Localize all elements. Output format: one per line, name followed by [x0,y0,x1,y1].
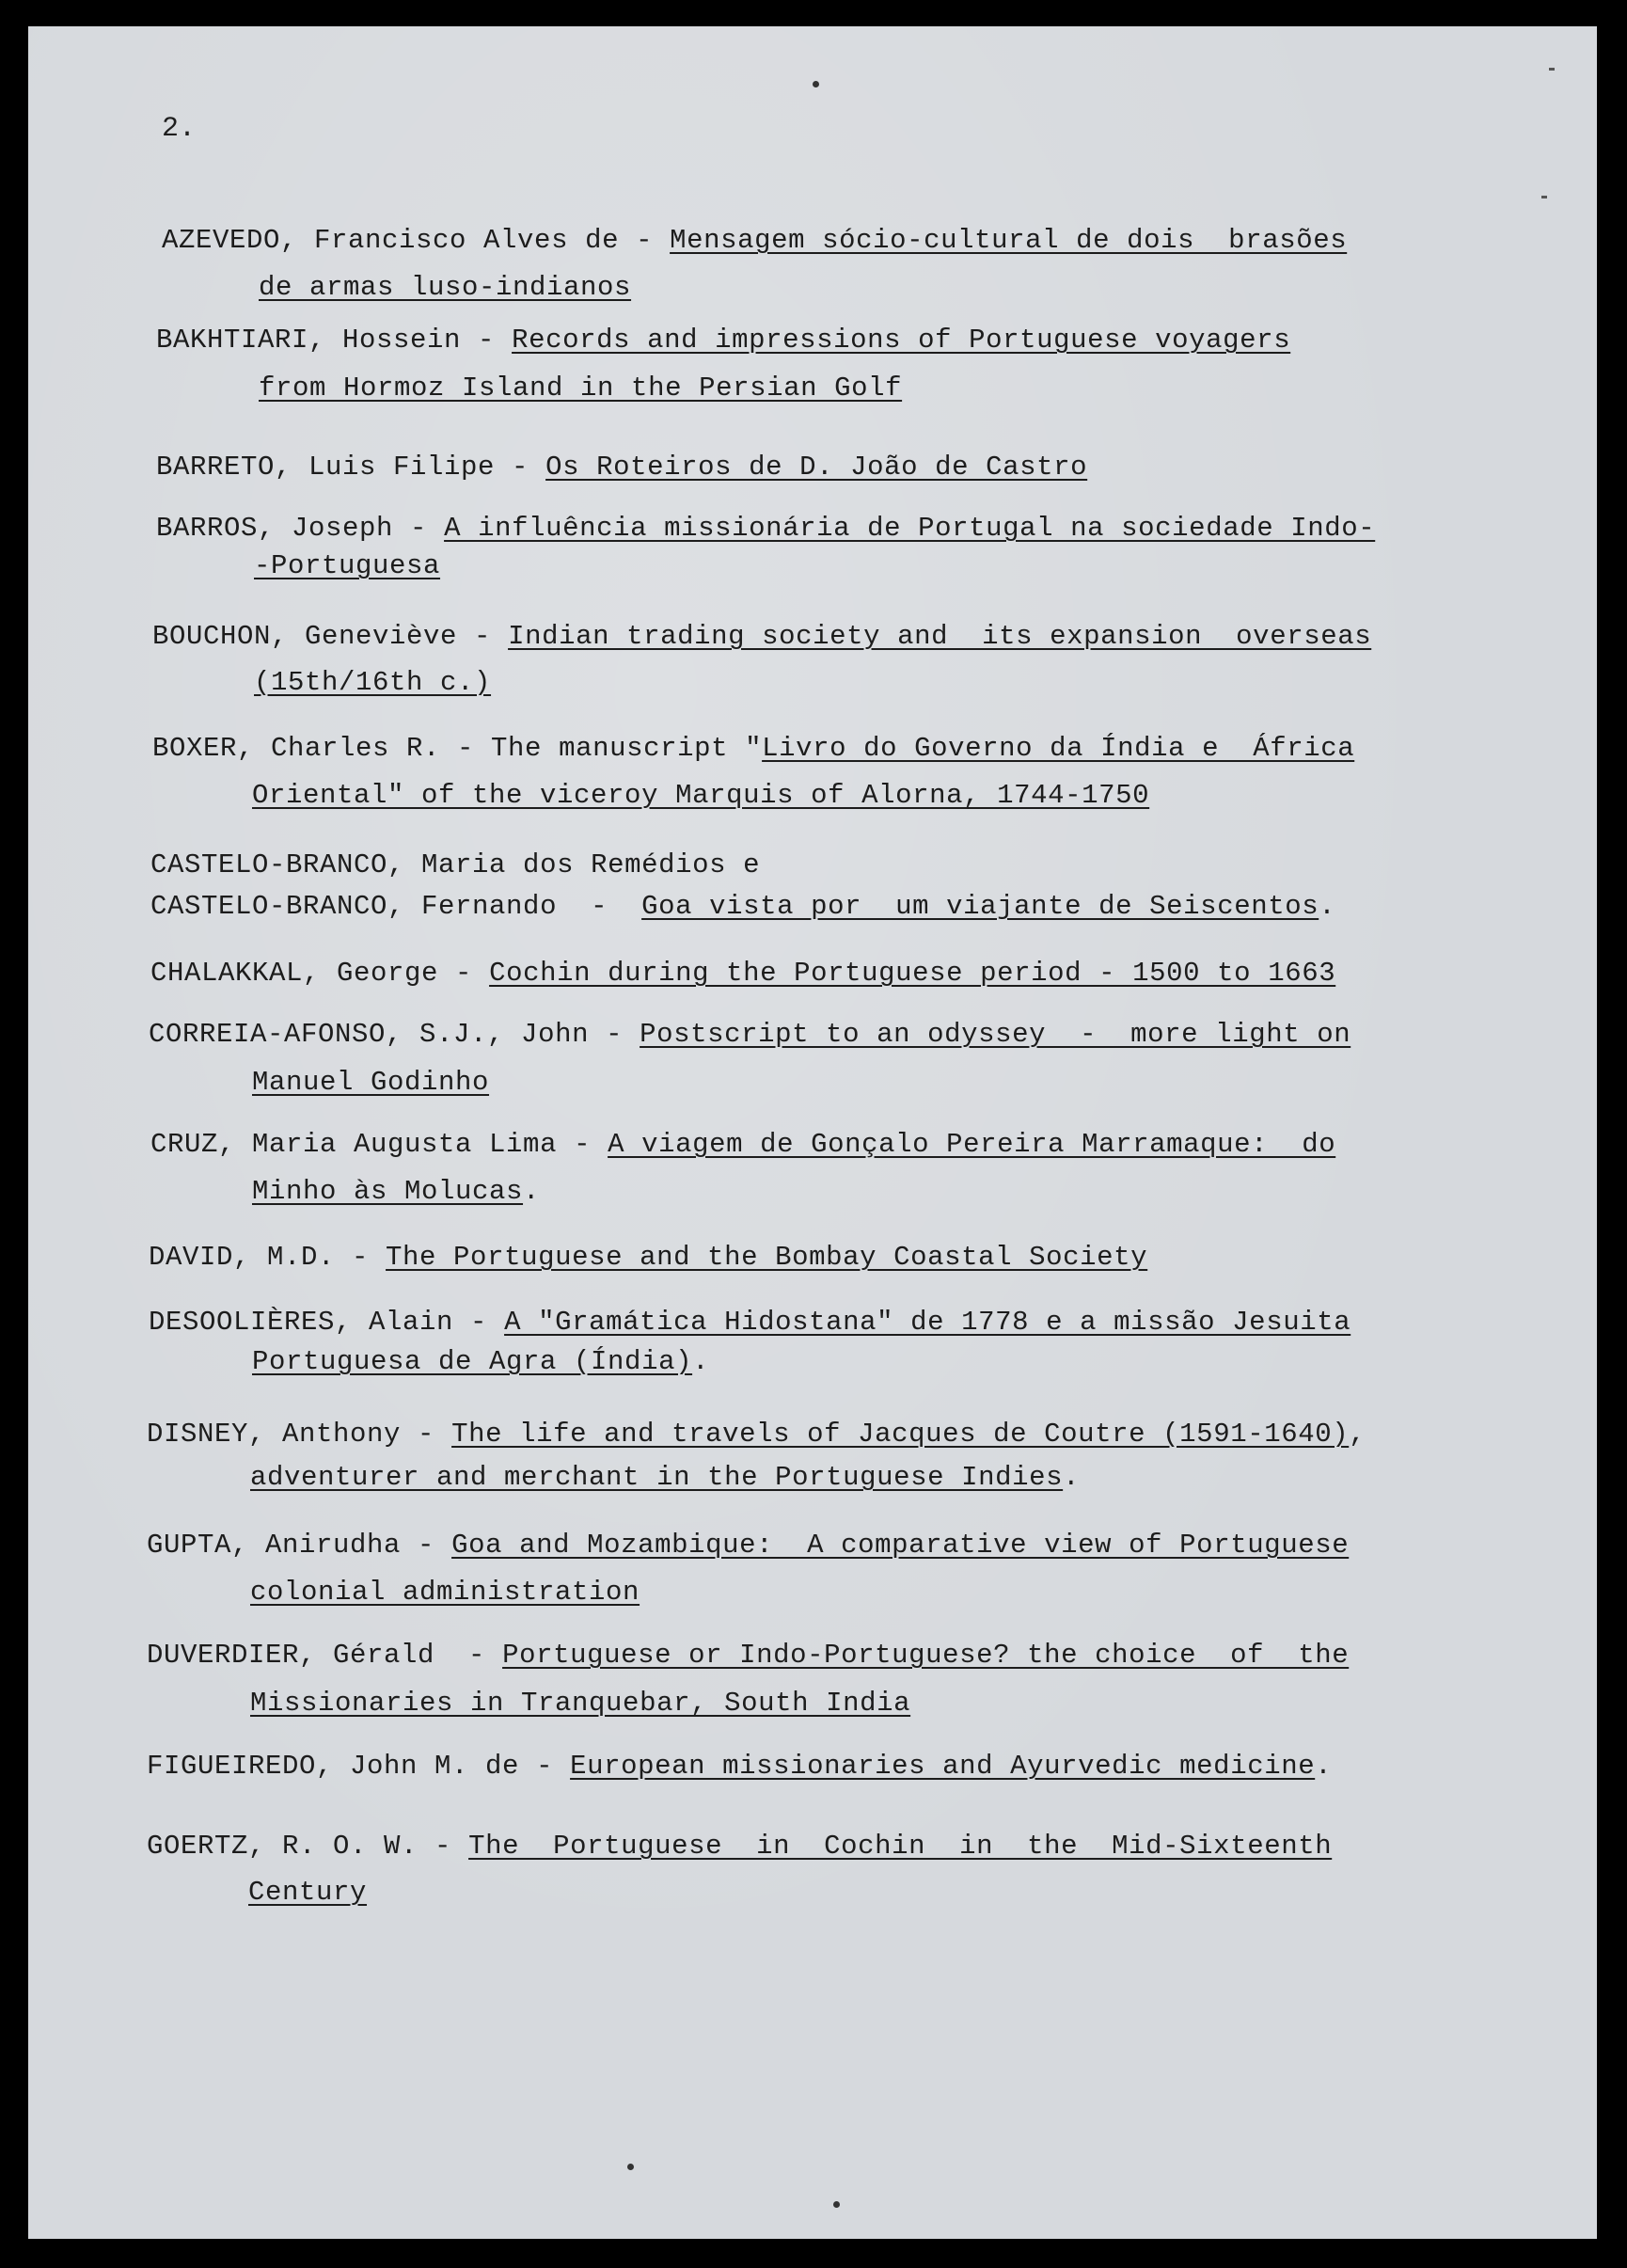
margin-mark [1541,196,1547,198]
entry-title: Goa and Mozambique: A comparative view of Portuguese [451,1530,1350,1561]
entry-title: Os Roteiros de D. João de Castro [545,452,1088,483]
entry-title-continuation: Minho às Molucas [252,1176,524,1207]
entry-line-continuation [254,666,491,700]
entry-author: GUPTA, Anirudha - [147,1530,452,1561]
entry-line-continuation [252,1066,489,1100]
entry-title: Mensagem sócio-cultural de dois brasões [670,225,1348,256]
entry-author: DESOOLIÈRES, Alain - [149,1307,505,1338]
entry-line [147,1639,1349,1673]
entry-title-continuation: (15th/16th c.) [254,667,492,698]
entry-line [147,1750,1332,1784]
page-number: 2. [162,113,197,145]
entry-title: A influência missionária de Portugal na sociedade Indo- [444,513,1376,544]
entry-title: The Portuguese in Cochin in the Mid-Sixteenth [468,1831,1333,1862]
entry-author: GOERTZ, R. O. W. - [147,1831,469,1862]
entry-line [147,1529,1349,1562]
entry-line-continuation [259,372,902,405]
entry-author: AZEVEDO, Francisco Alves de - [162,225,671,256]
entry-punctuation: , [1349,1419,1366,1450]
entry-title-continuation: Century [248,1877,368,1908]
entry-author: BARROS, Joseph - [156,513,445,544]
entry-line [156,512,1375,546]
entry-line-continuation [254,549,440,583]
ink-speck [627,2164,634,2170]
entry-line [149,1306,1351,1340]
entry-title: A "Gramática Hidostana" de 1778 e a missão Jesuita [504,1307,1351,1338]
entry-title-continuation: Manuel Godinho [252,1067,490,1098]
entry-line [150,1128,1335,1162]
entry-author: BOXER, Charles R. - The manuscript " [152,733,763,764]
entry-line [150,890,1335,924]
entry-title: Records and impressions of Portuguese voyagers [512,325,1291,356]
entry-line [149,1241,1147,1275]
entry-title: A viagem de Gonçalo Pereira Marramaque: do [608,1129,1336,1160]
entry-title: Postscript to an odyssey - more light on [640,1019,1351,1050]
entry-title: Portuguese or Indo-Portuguese? the choice of the [502,1640,1350,1671]
entry-title-continuation: -Portuguesa [254,550,441,581]
document-page [28,26,1597,2239]
entry-title-continuation: colonial administration [250,1577,640,1608]
entry-author: DISNEY, Anthony - [147,1419,452,1450]
entry-title: The Portuguese and the Bombay Coastal Society [386,1242,1148,1273]
entry-author: CHALAKKAL, George - [150,958,490,989]
entry-line-continuation [259,271,631,305]
ink-speck [833,2201,840,2208]
entry-punctuation: . [1063,1462,1081,1493]
entry-line [162,224,1347,258]
entry-author: CASTELO-BRANCO, Fernando - [150,891,642,922]
entry-author: DAVID, M.D. - [149,1242,387,1273]
entry-line-continuation [250,1576,640,1610]
entry-author: BAKHTIARI, Hossein - [156,325,513,356]
ink-speck [813,81,819,87]
entry-line [147,1830,1332,1864]
entry-author: DUVERDIER, Gérald - [147,1640,503,1671]
entry-title: Indian trading society and its expansion overseas [508,621,1372,652]
entry-line-continuation [250,1461,1080,1495]
entry-line [149,1018,1351,1052]
entry-line-continuation [248,1876,367,1910]
entry-author: BOUCHON, Geneviève - [152,621,509,652]
entry-punctuation: . [523,1176,541,1207]
entry-author: BARRETO, Luis Filipe - [156,452,546,483]
entry-title-continuation: adventurer and merchant in the Portuguese Indies [250,1462,1064,1493]
entry-title-continuation: Portuguesa de Agra (Índia) [252,1346,693,1377]
entry-title-continuation: Oriental" of the viceroy Marquis of Alorna, 1744-1750 [252,780,1150,811]
entry-title-continuation: de armas luso-indianos [259,272,632,303]
entry-line [150,849,760,882]
entry-line-continuation [252,1175,540,1209]
entry-line [152,620,1371,654]
entry-line [156,324,1290,357]
entry-title-continuation: Missionaries in Tranquebar, South India [250,1688,911,1719]
entry-line-continuation [252,779,1149,813]
entry-title: Goa vista por um viajante de Seiscentos [641,891,1319,922]
entry-punctuation: . [1315,1751,1333,1782]
entry-line-continuation [252,1345,709,1379]
margin-mark [1549,68,1555,71]
entry-line [147,1418,1366,1451]
entry-line-continuation [250,1687,910,1721]
entry-line [152,732,1354,766]
entry-punctuation: . [1319,891,1336,922]
entry-title-continuation: from Hormoz Island in the Persian Golf [259,373,903,404]
entry-title: Cochin during the Portuguese period - 1500 to 1663 [489,958,1336,989]
entry-line [156,451,1087,484]
entry-title: The life and travels of Jacques de Coutre (1591-1640) [451,1419,1350,1450]
entry-title: Livro do Governo da Índia e África [762,733,1355,764]
entry-author: CASTELO-BRANCO, Maria dos Remédios e [150,849,761,880]
entry-punctuation: . [692,1346,710,1377]
entry-title: European missionaries and Ayurvedic medicine [570,1751,1316,1782]
entry-author: FIGUEIREDO, John M. de - [147,1751,571,1782]
entry-line [150,957,1335,991]
entry-author: CORREIA-AFONSO, S.J., John - [149,1019,640,1050]
entry-author: CRUZ, Maria Augusta Lima - [150,1129,608,1160]
